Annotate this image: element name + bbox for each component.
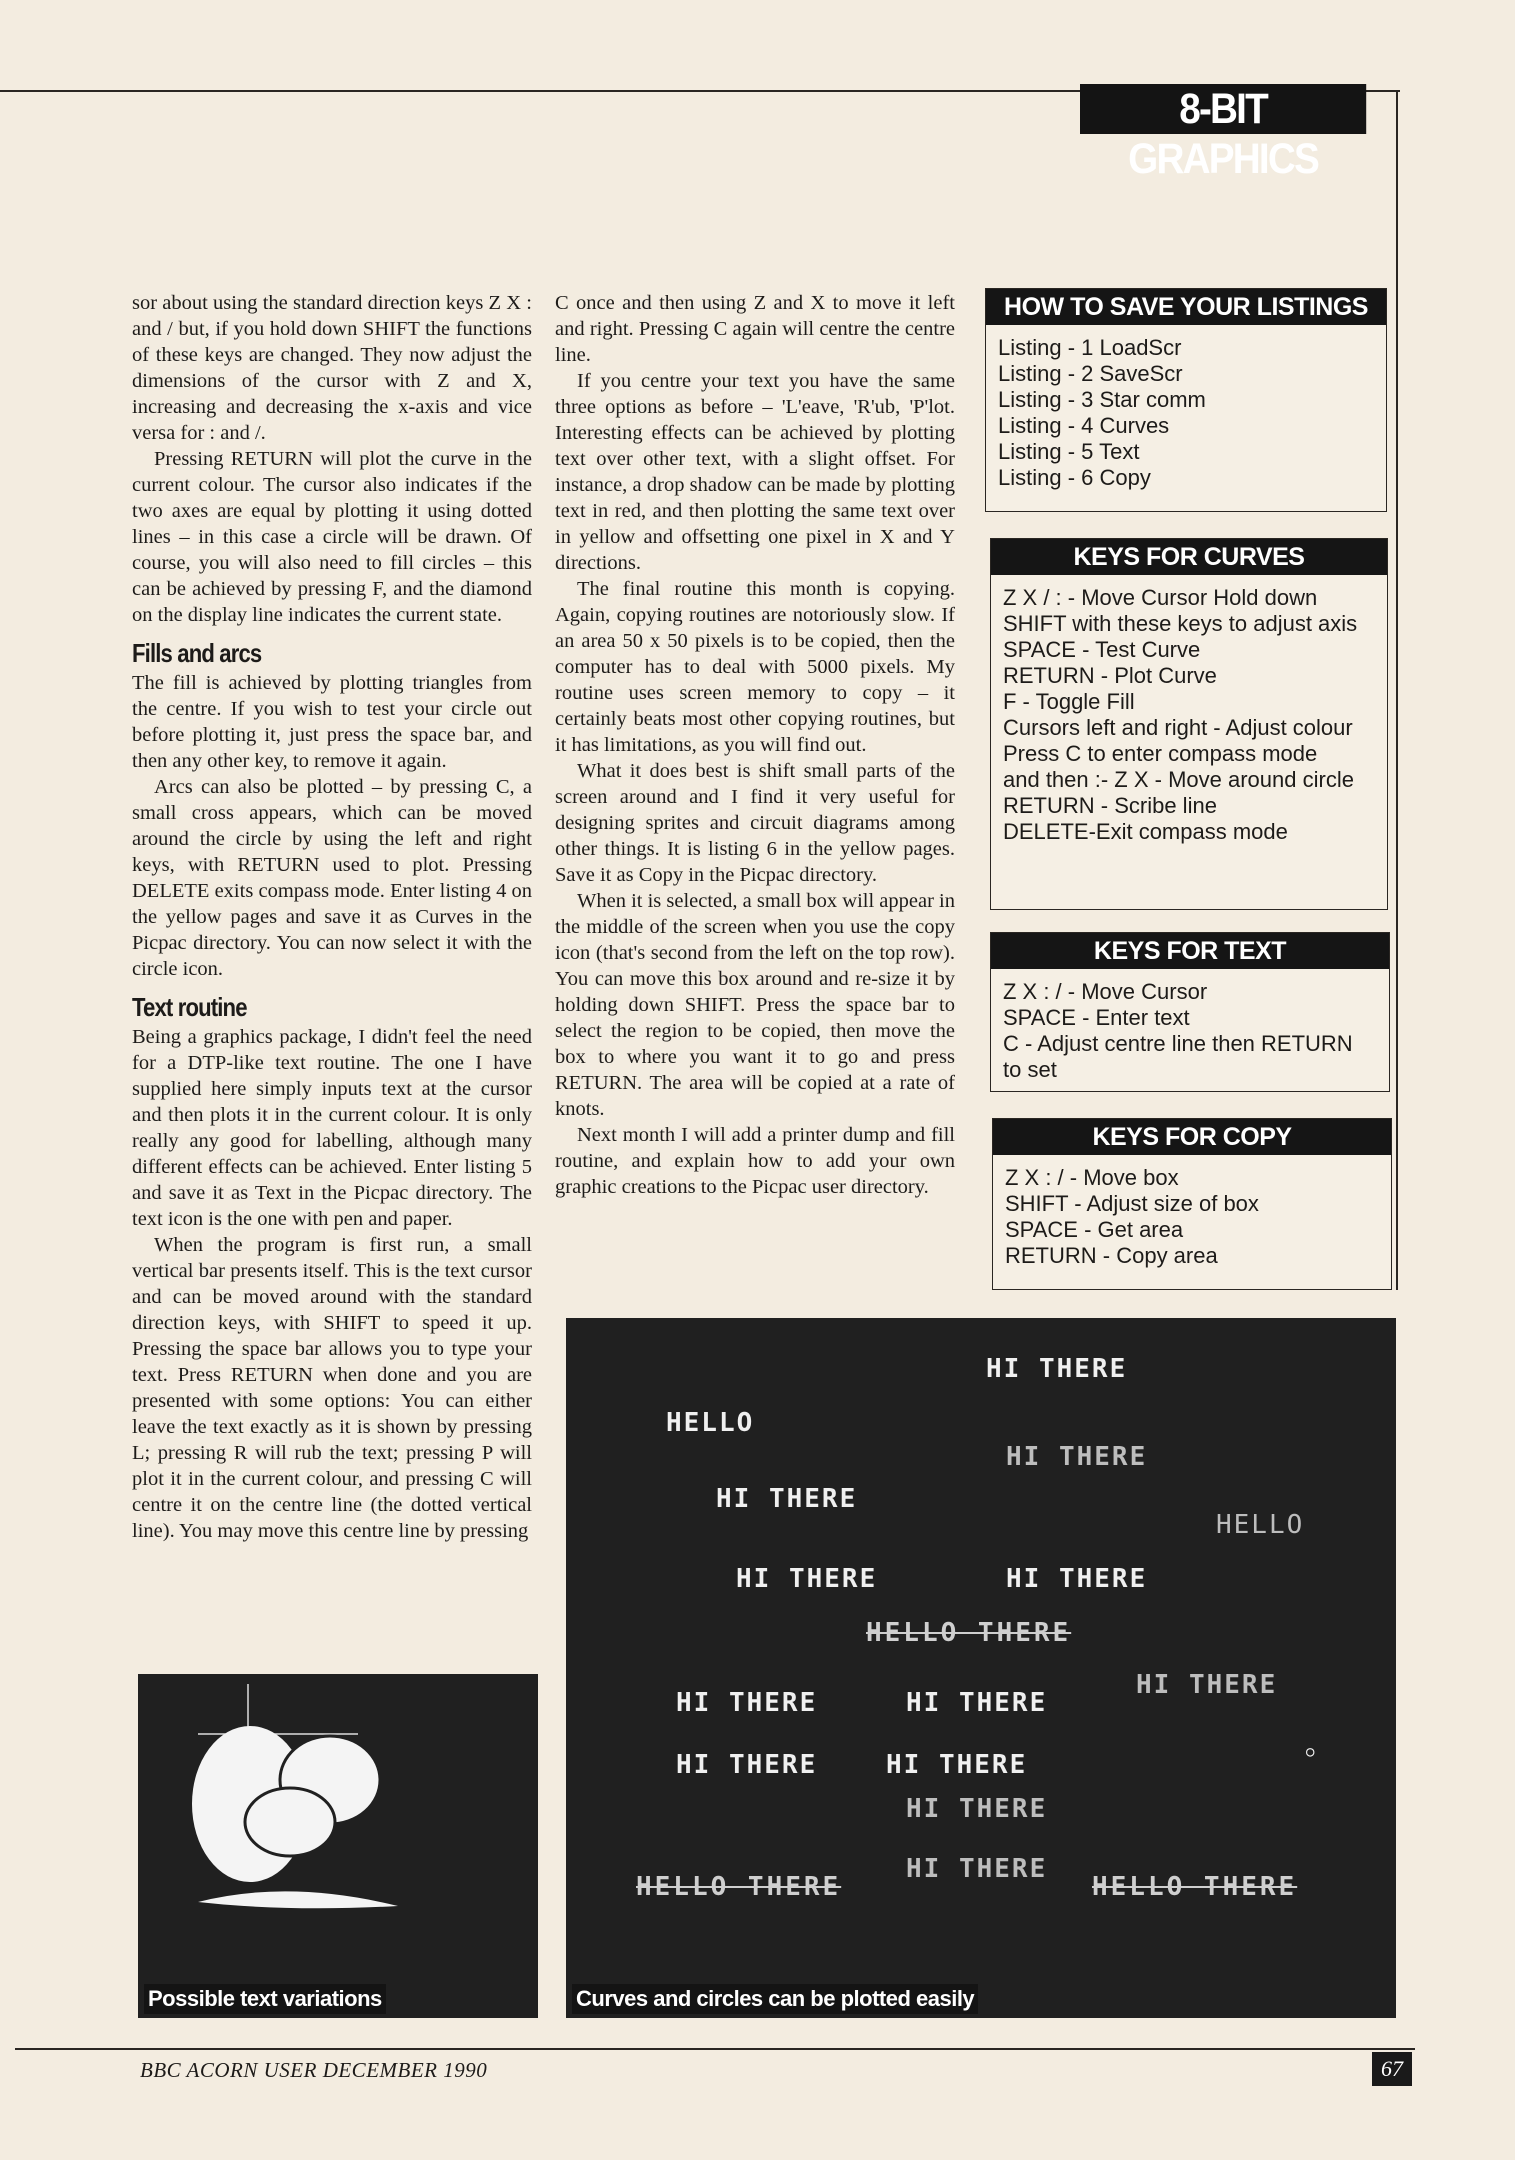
paragraph: Next month I will add a printer dump and fill routine, and explain how to add your own graphic creations to the Picpac user directory. bbox=[555, 1124, 955, 1198]
paragraph: C once and then using Z and X to move it left and right. Pressing C again will centre the centre line. bbox=[555, 292, 955, 366]
heading-fills-and-arcs: Fills and arcs bbox=[132, 638, 262, 668]
list-item: Z X : / - Move Cursor bbox=[1003, 979, 1208, 1004]
list-item: Listing - 2 SaveScr bbox=[998, 361, 1183, 386]
hello-there-label: HELLO THERE bbox=[636, 1872, 842, 1902]
list-item: Press C to enter compass mode bbox=[1003, 741, 1318, 766]
text-screenshot-caption: Curves and circles can be plotted easily bbox=[572, 1984, 978, 2014]
list-item: Listing - 6 Copy bbox=[998, 465, 1151, 490]
paragraph: If you centre your text you have the same three options as before – 'L'eave, 'R'ub, 'P'lot. Interesting effects can be achieved by plotting text over other text, with a slight offset. For instance, a drop shadow can be made by plotting text in red, and then plotting the same text over in yellow and offsetting one pixel in X and Y directions. bbox=[555, 370, 955, 574]
list-item: and then :- Z X - Move around circle bbox=[1003, 767, 1354, 792]
paragraph: Pressing RETURN will plot the curve in the current colour. The cursor also indicates if the two axes are equal by plotting it using dotted lines – in this case a circle will be drawn. Of course, you will also need to fill circles – this can be achieved by pressing F, and the diamond on the display line indicates the current state. bbox=[132, 448, 532, 626]
list-item: Listing - 5 Text bbox=[998, 439, 1140, 464]
curves-screenshot bbox=[138, 1674, 538, 2018]
list-item: C - Adjust centre line then RETURN to set bbox=[1003, 1031, 1353, 1082]
list-item: Listing - 1 LoadScr bbox=[998, 335, 1182, 360]
heading-text-routine: Text routine bbox=[132, 992, 247, 1022]
paragraph: When it is selected, a small box will appear in the middle of the screen when you use the copy icon (that's second from the left on the top row). You can move this box around and re-size it by holding down SHIFT. Press the space bar to select the region to be copied, then move the box to where you want it to go and press RETURN. The area will be copied at a rate of knots. bbox=[555, 890, 955, 1120]
list-item: Z X : / - Move box bbox=[1005, 1165, 1179, 1190]
hi-there-label: HI THERE bbox=[906, 1688, 1048, 1718]
copy-keys-box bbox=[992, 1118, 1392, 1290]
paragraph: The final routine this month is copying. Again, copying routines are notoriously slow. If an area 50 x 50 pixels is to be copied, then the computer has to deal with 5000 pixels. My routine uses screen memory to copy – it certainly beats most other copying routines, but it has limitations, as you will find out. bbox=[555, 578, 955, 756]
hi-there-label: HI THERE bbox=[906, 1794, 1048, 1824]
listings-box-title: HOW TO SAVE YOUR LISTINGS bbox=[986, 289, 1386, 325]
paragraph: Being a graphics package, I didn't feel the need for a DTP-like text routine. The one I have supplied here simply inputs text at the cursor and then plots it in the current colour. It is only really any good for labelling, although many different effects can be achieved. Enter listing 5 and save it as Text in the Picpac directory. The text icon is the one with pen and paper. bbox=[132, 1026, 532, 1230]
page-number: 67 bbox=[1372, 2052, 1412, 2086]
hello-label: HELLO bbox=[666, 1408, 755, 1438]
copy-keys-title: KEYS FOR COPY bbox=[993, 1119, 1391, 1155]
hi-there-label: HI THERE bbox=[1006, 1442, 1148, 1472]
list-item: Z X / : - Move Cursor Hold down bbox=[1003, 585, 1318, 610]
listings-box bbox=[985, 288, 1387, 512]
section-banner: 8-BIT GRAPHICS bbox=[1080, 84, 1366, 134]
list-item: SPACE - Test Curve bbox=[1003, 637, 1201, 662]
column-2 bbox=[555, 290, 955, 1200]
list-item: SPACE - Get area bbox=[1005, 1217, 1184, 1242]
magazine-footer: BBC ACORN USER DECEMBER 1990 bbox=[140, 2058, 488, 2082]
hello-there-label: HELLO THERE bbox=[1092, 1872, 1298, 1902]
column-1 bbox=[132, 290, 532, 1544]
list-item: RETURN - Scribe line bbox=[1003, 793, 1217, 818]
footer-rule bbox=[15, 2048, 1415, 2050]
list-item: SHIFT - Adjust size of box bbox=[1005, 1191, 1259, 1216]
list-item: Cursors left and right - Adjust colour bbox=[1003, 715, 1353, 740]
list-item: RETURN - Copy area bbox=[1005, 1243, 1218, 1268]
list-item: Listing - 3 Star comm bbox=[998, 387, 1206, 412]
hi-there-label: HI THERE bbox=[1136, 1670, 1278, 1700]
small-circle-mark: ○ bbox=[1306, 1744, 1317, 1760]
hi-there-label: HI THERE bbox=[906, 1854, 1048, 1884]
text-keys-title: KEYS FOR TEXT bbox=[991, 933, 1389, 969]
curves-keys-box bbox=[990, 538, 1388, 910]
hello-there-label: HELLO THERE bbox=[866, 1618, 1072, 1648]
hi-there-label: HI THERE bbox=[736, 1564, 878, 1594]
text-screenshot bbox=[566, 1318, 1396, 2018]
right-rule bbox=[1396, 90, 1398, 1290]
list-item: SHIFT with these keys to adjust axis bbox=[1003, 611, 1358, 636]
paragraph: Arcs can also be plotted – by pressing C, a small cross appears, which can be moved around the circle by using the left and right keys, with RETURN used to plot. Pressing DELETE exits compass mode. Enter listing 4 on the yellow pages and save it as Curves in the Picpac directory. You can now select it with the circle icon. bbox=[132, 776, 532, 980]
paragraph: sor about using the standard direction keys Z X : and / but, if you hold down SHIFT the functions of these keys are changed. They now adjust the dimensions of the cursor with Z and X, increasing and decreasing the x-axis and vice versa for : and /. bbox=[132, 292, 532, 444]
hello-label: HELLO bbox=[1216, 1510, 1305, 1540]
hi-there-label: HI THERE bbox=[716, 1484, 858, 1514]
hi-there-label: HI THERE bbox=[1006, 1564, 1148, 1594]
list-item: F - Toggle Fill bbox=[1003, 689, 1135, 714]
list-item: RETURN - Plot Curve bbox=[1003, 663, 1217, 688]
list-item: SPACE - Enter text bbox=[1003, 1005, 1190, 1030]
paragraph: What it does best is shift small parts of the screen around and I find it very useful for designing sprites and circuit diagrams among other things. It is listing 6 in the yellow pages. Save it as Copy in the Picpac directory. bbox=[555, 760, 955, 886]
hi-there-label: HI THERE bbox=[676, 1750, 818, 1780]
hi-there-label: HI THERE bbox=[986, 1354, 1128, 1384]
curves-drawing bbox=[138, 1674, 538, 2018]
hi-there-label: HI THERE bbox=[676, 1688, 818, 1718]
paragraph: When the program is first run, a small vertical bar presents itself. This is the text cursor and can be moved around with the standard direction keys, with SHIFT to speed it up. Pressing the space bar allows you to type your text. Press RETURN when done and you are presented with some options: You can either leave the text exactly as it is shown by pressing L; pressing R will rub the text; pressing P will plot it in the current colour, and pressing C will centre it on the centre line (the dotted vertical line). You may move this centre line by pressing bbox=[132, 1234, 532, 1542]
paragraph: The fill is achieved by plotting triangles from the centre. If you wish to test your circle out before plotting it, just press the space bar, and then any other key, to remove it again. bbox=[132, 672, 532, 772]
list-item: Listing - 4 Curves bbox=[998, 413, 1170, 438]
text-keys-box bbox=[990, 932, 1390, 1092]
curves-screenshot-caption: Possible text variations bbox=[144, 1984, 386, 2014]
hi-there-label: HI THERE bbox=[886, 1750, 1028, 1780]
list-item: DELETE-Exit compass mode bbox=[1003, 819, 1288, 844]
curves-keys-title: KEYS FOR CURVES bbox=[991, 539, 1387, 575]
